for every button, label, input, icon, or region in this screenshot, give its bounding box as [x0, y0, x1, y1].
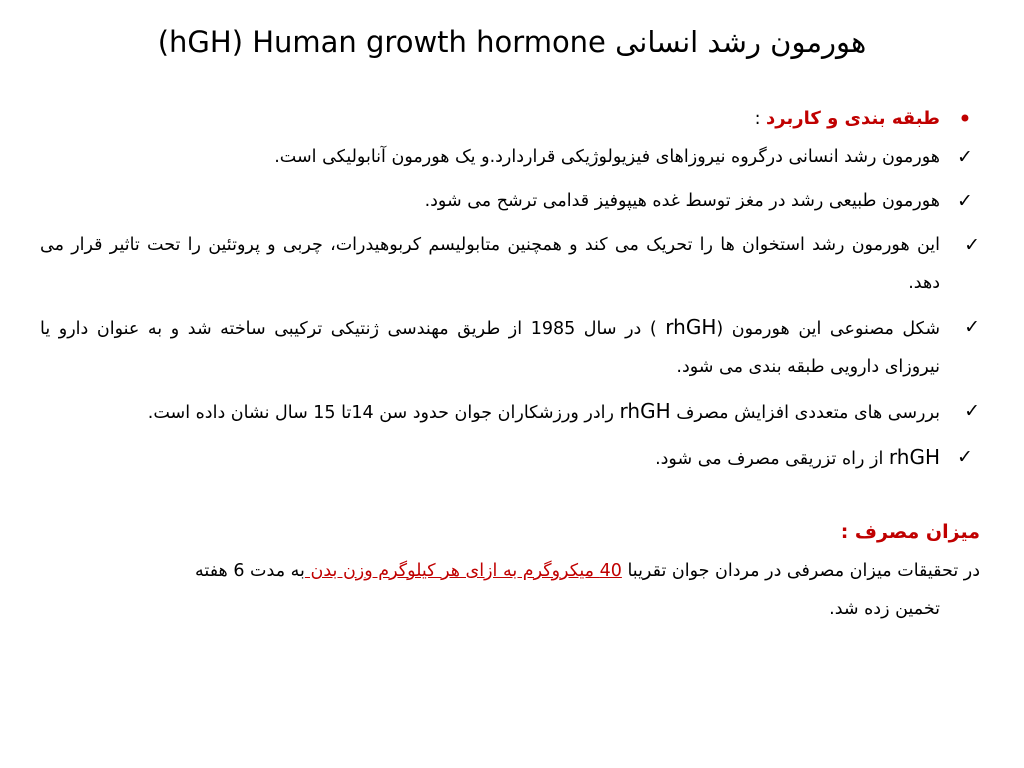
- classification-heading: طبقه بندی و کاربرد: [766, 108, 940, 129]
- checkmark-icon: ✓: [964, 400, 980, 422]
- slide-title: (hGH) Human growth hormone هورمون رشد انسانی: [157, 25, 867, 59]
- dosage-text-before: در تحقیقات میزان مصرفی در مردان جوان تقریبا: [621, 561, 980, 581]
- checkmark-icon: ✓: [957, 446, 973, 468]
- slide-content: [40, 100, 980, 628]
- check-item-text: هورمون رشد انسانی درگروه نیروزاهای فیزیولوژیکی قراردارد.و یک هورمون آنابولیکی است.: [274, 147, 940, 167]
- check-item-text-before: بررسی های متعددی افزایش مصرف: [670, 403, 940, 423]
- rhgh-term: rhGH: [888, 445, 940, 469]
- check-item-6: [40, 438, 980, 478]
- check-item-5: [40, 392, 980, 432]
- dosage-continuation: تخمین زده شد.: [829, 599, 940, 619]
- check-item-text-after: رادر ورزشکاران جوان حدود سن 14تا 15 سال نشان داده است.: [147, 403, 620, 423]
- dosage-link[interactable]: 40 میکروگرم به ازای هر کیلوگرم وزن بدن: [304, 561, 622, 581]
- check-item-4: [40, 308, 980, 386]
- dosage-paragraph: [40, 552, 980, 628]
- check-item-2: [40, 182, 980, 220]
- check-item-text: هورمون طبیعی رشد در مغز توسط غده هیپوفیز قدامی ترشح می شود.: [424, 191, 940, 211]
- dosage-heading: میزان مصرف :: [840, 521, 980, 543]
- check-item-1: [40, 138, 980, 176]
- bullet-icon: •: [957, 105, 973, 133]
- rhgh-term: rhGH: [665, 315, 717, 339]
- check-item-3: [40, 226, 980, 302]
- rhgh-term: rhGH: [619, 399, 671, 423]
- checkmark-icon: ✓: [964, 234, 980, 256]
- check-item-text: این هورمون رشد استخوان ها را تحریک می کند و همچنین متابولیسم کربوهیدرات، چربی و پروتئین را تحت تاثیر قرار می دهد.: [40, 235, 940, 293]
- check-item-text-after: از راه تزریقی مصرف می شود.: [655, 449, 889, 469]
- check-item-text-after: ) در سال 1985 از طریق مهندسی ژنتیکی ترکیبی ساخته شد و به عنوان دارو یا نیروزای دارویی طبقه بندی می شود.: [40, 319, 940, 377]
- checkmark-icon: ✓: [964, 316, 980, 338]
- classification-colon: :: [754, 109, 767, 129]
- checkmark-icon: ✓: [957, 190, 973, 212]
- check-item-text-before: شکل مصنوعی این هورمون (: [716, 319, 940, 339]
- checkmark-icon: ✓: [957, 146, 973, 168]
- dosage-text-after: به مدت 6 هفته: [195, 561, 305, 581]
- classification-heading-row: [40, 100, 980, 138]
